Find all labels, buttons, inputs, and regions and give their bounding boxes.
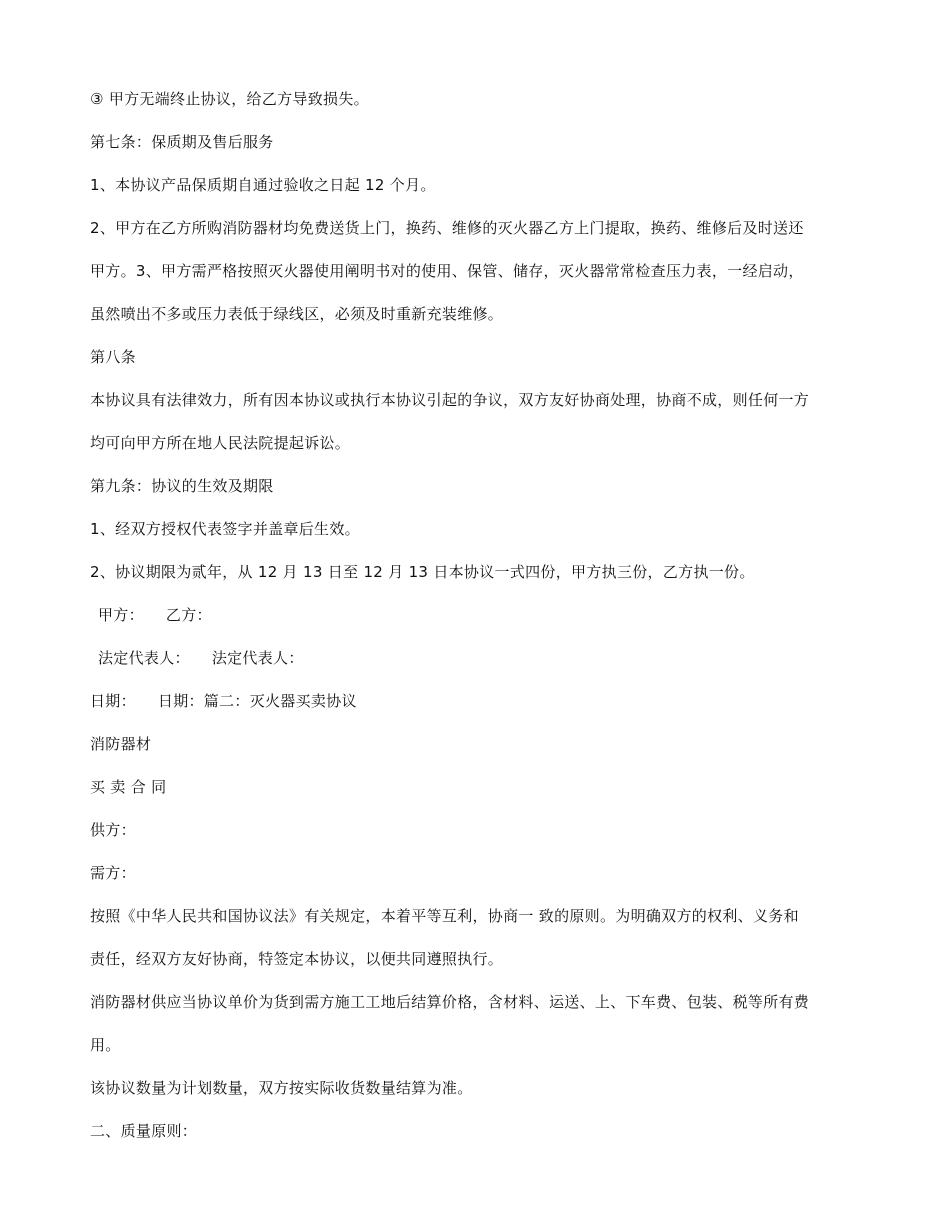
rep-b-label: 法定代表人：	[211, 649, 304, 667]
heading-article-9: 第九条：协议的生效及期限	[90, 477, 274, 495]
text-line-preamble-2: 责任，经双方友好协商，特签定本协议，以便共同遵照执行。	[90, 950, 504, 968]
signature-dates-row	[90, 680, 860, 723]
party-b-label: 乙方：	[165, 606, 212, 624]
party-a-label: 甲方：	[98, 606, 144, 624]
heading-fire-equipment: 消防器材	[90, 735, 152, 753]
text-line-pricing-1: 消防器材供应当协议单价为货到需方施工工地后结算价格，含材料、运送、上、下车费、包装、税等所有费	[90, 993, 810, 1011]
document-body	[90, 78, 860, 1153]
text-line-usage-rules: 甲方。3、甲方需严格按照灭火器使用阐明书对的使用、保管、储存，灭火器常常检查压力表，一经启动，	[90, 262, 804, 280]
signature-representatives-row	[90, 637, 860, 680]
text-line-delivery-service: 2、甲方在乙方所购消防器材均免费送货上门，换药、维修的灭火器乙方上门提取，换药、维修后及时送还	[90, 219, 804, 237]
text-line-term: 2、协议期限为贰年，从 12 月 13 日至 12 月 13 日本协议一式四份，甲方执三份，乙方执一份。	[90, 563, 755, 581]
text-line-legal-effect: 本协议具有法律效力，所有因本协议或执行本协议引起的争议，双方友好协商处理，协商不成，则任何一方	[90, 391, 810, 409]
rep-a-label: 法定代表人：	[98, 649, 190, 667]
heading-quality-principles: 二、质量原则：	[90, 1122, 198, 1140]
text-line-warranty-period: 1、本协议产品保质期自通过验收之日起 12 个月。	[90, 176, 436, 194]
text-line-supplier: 供方：	[90, 821, 136, 839]
text-line-quantity: 该协议数量为计划数量，双方按实际收货数量结算为准。	[90, 1079, 473, 1097]
text-line-court: 均可向甲方所在地人民法院提起诉讼。	[90, 434, 351, 452]
text-line-buyer: 需方：	[90, 864, 136, 882]
heading-article-8: 第八条	[90, 348, 136, 366]
signature-parties-row	[90, 594, 860, 637]
heading-sales-contract: 买 卖 合 同	[90, 778, 167, 796]
date-a-label: 日期：	[90, 692, 136, 710]
text-line-pricing-2: 用。	[90, 1036, 121, 1054]
date-b-label: 日期：篇二：灭火器买卖协议	[157, 692, 357, 710]
text-line-preamble-1: 按照《中华人民共和国协议法》有关规定，本着平等互利，协商一 致的原则。为明确双方的权利、义务和	[90, 907, 799, 925]
text-line-refill: 虽然喷出不多或压力表低于绿线区，必须及时重新充装维修。	[90, 305, 504, 323]
heading-article-7: 第七条：保质期及售后服务	[90, 133, 274, 151]
text-line-effective: 1、经双方授权代表签字并盖章后生效。	[90, 520, 360, 538]
text-line-clause-breach: ③ 甲方无端终止协议，给乙方导致损失。	[90, 90, 369, 108]
